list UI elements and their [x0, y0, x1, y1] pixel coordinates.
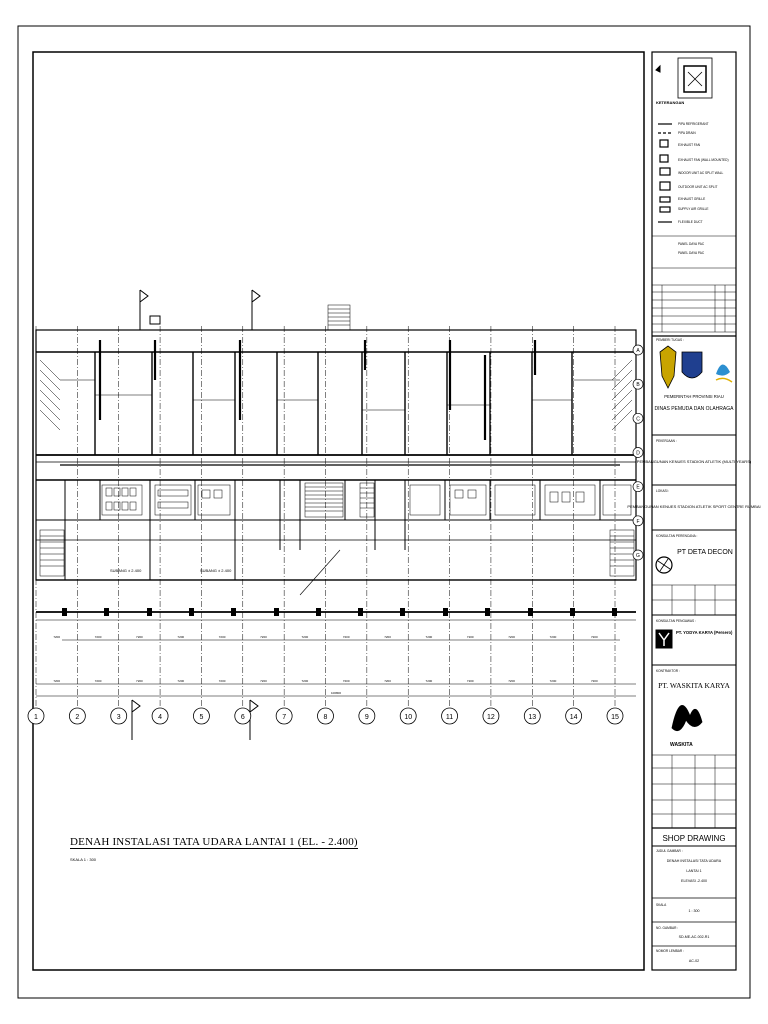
grid-column-label: 14: [569, 714, 578, 721]
scale-value: 1 : 300: [688, 909, 700, 913]
grid-column-label: 4: [158, 714, 163, 721]
grid-column-label: 15: [611, 714, 619, 721]
supervisor-label: KONSULTAN PENGAWAS :: [656, 619, 696, 623]
drawing-title-line-1: DENAH INSTALASI TATA UDARA: [666, 859, 722, 863]
supervisor-name: PT. YODYA KARYA (Persero): [676, 630, 733, 635]
grid-row-label: A: [636, 348, 640, 354]
dimension-label: 7200: [218, 679, 226, 683]
dimension-label: 7200: [136, 679, 143, 683]
dimension-label: 7200: [342, 679, 350, 683]
grid-column-label: 5: [199, 714, 204, 721]
scale-label: SKALA: [656, 903, 667, 907]
grid-column-label: 3: [116, 714, 121, 721]
dimension-label: 7200: [590, 679, 598, 683]
grid-row-label: E: [636, 484, 640, 491]
stair-hatching: [40, 305, 634, 576]
dispora-logo-icon: [682, 352, 702, 378]
grid-column-label: 12: [487, 714, 495, 721]
grid-column-label: 13: [528, 714, 537, 721]
drawing-title: DENAH INSTALASI TATA UDARA LANTAI 1 (EL. - 2.400): [70, 836, 358, 848]
legend-item: PANEL DAYA PAC: [678, 242, 705, 246]
dimension-label: 7200: [466, 635, 474, 639]
grid-row-label: C: [636, 416, 640, 423]
refrigerant-pipes: [60, 340, 620, 465]
floor-level-label-1: SUBANG ± 2.400: [110, 568, 142, 573]
dimension-label: 7200: [384, 635, 391, 639]
waskita-logo-icon: [672, 705, 702, 730]
dimension-label: 7200: [425, 679, 433, 683]
dimension-label: 7200: [384, 679, 391, 683]
contractor-name: PT. WASKITA KARYA: [658, 681, 730, 690]
drawing-title-label: JUDUL GAMBAR :: [656, 849, 683, 853]
legend-item: OUTDOOR UNIT AC SPLIT: [678, 185, 718, 189]
dimension-lines: [36, 640, 636, 696]
dimension-label: 7200: [260, 679, 267, 683]
drawing-scale: SKALA 1 : 300: [70, 857, 97, 862]
location-label: LOKASI :: [656, 489, 670, 493]
dimension-label: 7200: [466, 679, 474, 683]
dimension-label: 7200: [549, 679, 557, 683]
contractor-label: KONTRAKTOR :: [656, 669, 680, 673]
grid-row-label: F: [636, 518, 640, 525]
shop-drawing-label: SHOP DRAWING: [662, 834, 726, 843]
grid-column-label: 11: [445, 714, 454, 721]
drawing-number-label: NO. GAMBAR :: [656, 926, 679, 930]
dimension-label: 7200: [301, 635, 309, 639]
legend-item: EXHAUST FAN: [678, 143, 701, 147]
dimension-label: 7200: [301, 679, 309, 683]
dimension-label: 7200: [425, 635, 433, 639]
legend-item: FLEXIBLE DUCT: [678, 220, 703, 224]
dimension-label: 7200: [94, 679, 102, 683]
grid-column-label: 2: [75, 714, 80, 721]
grid-column-label: 1: [34, 714, 38, 721]
owner-department: DINAS PEMUDA DAN OLAHRAGA: [654, 406, 734, 412]
legend-item: INDOOR UNIT AC SPLIT WALL: [678, 171, 724, 175]
dimension-label: 7200: [53, 635, 61, 639]
dimension-label: 7200: [342, 635, 350, 639]
grid-column-label: 6: [240, 714, 245, 721]
dimension-label: 7200: [94, 635, 102, 639]
grid-row-label: D: [636, 450, 640, 457]
dimension-label: 7200: [508, 679, 515, 683]
grid-column-label: 8: [323, 714, 328, 721]
legend-list: [678, 122, 729, 255]
drawing-title-line-3: ELEVASI -2.400: [681, 879, 707, 883]
grid-bubbles: [28, 708, 623, 724]
legend-item: PIPA REFRIGERANT: [678, 122, 709, 126]
floor-level-label-2: SUBANG ± 2.400: [200, 568, 232, 573]
location-name: PEMBANGUNAN KENUES STADION ATLETIK SPORT CENTRE RUMBAI: [627, 504, 761, 509]
dimension-label: 7200: [177, 635, 185, 639]
owner-label: PEMBERI TUGAS :: [656, 338, 684, 342]
dimension-label: 7200: [177, 679, 185, 683]
drawing-number: SD-ME-AC-002-R1: [678, 935, 710, 939]
owner-name: PEMERINTAH PROVINSI RIAU: [664, 394, 724, 399]
sheet-number-label: NOMOR LEMBAR :: [656, 949, 684, 953]
grid-row-label: B: [636, 382, 640, 389]
dimension-label: 7200: [260, 635, 267, 639]
north-arrow-icon: [656, 66, 660, 72]
dimension-label: 7200: [549, 635, 557, 639]
legend-item: PIPA DRAIN: [678, 131, 696, 135]
floor-plan: [36, 290, 636, 740]
project-name: PEMBANGUNAN KENUES STADION ATLETIK (MULTI YEARS): [636, 459, 752, 464]
title-block: [652, 58, 736, 946]
grid-axis-lines: [36, 326, 615, 706]
grid-column-label: 9: [364, 714, 369, 721]
riau-province-logo-icon: [660, 346, 676, 388]
grid-row-label: G: [636, 553, 640, 559]
consultant-name: PT DETA DECON: [677, 549, 733, 556]
legend-item: EXHAUST FAN (WALL MOUNTED): [678, 158, 729, 162]
grid-column-label: 7: [282, 714, 287, 721]
legend-heading: KETERANGAN: [656, 100, 685, 105]
legend-item: EXHAUST GRILLE: [678, 197, 706, 201]
dimension-label: 7200: [218, 635, 226, 639]
grid-column-label: 10: [404, 714, 413, 721]
drawing-title-line-2: LANTAI 1: [686, 869, 702, 873]
sheet-outer-border: [18, 26, 750, 998]
dimension-label: 7200: [53, 679, 61, 683]
contractor-logo-text: WASKITA: [670, 742, 693, 748]
dimension-label: 7200: [590, 635, 598, 639]
sheet-number: AC-02: [688, 959, 700, 963]
stadium-logo-icon: [716, 364, 730, 375]
legend-item: SUPPLY AIR GRILLE: [678, 207, 709, 211]
project-label: PEKERJAAN :: [656, 439, 677, 443]
dimension-label: 7200: [136, 635, 143, 639]
legend-item: PANEL DAYA PAC: [678, 251, 705, 255]
row-bubbles: [633, 345, 643, 560]
consultant-label: KONSULTAN PERENCANA :: [656, 534, 698, 538]
dimension-label: 7200: [508, 635, 515, 639]
overall-dimension-label: 100800: [330, 691, 342, 695]
